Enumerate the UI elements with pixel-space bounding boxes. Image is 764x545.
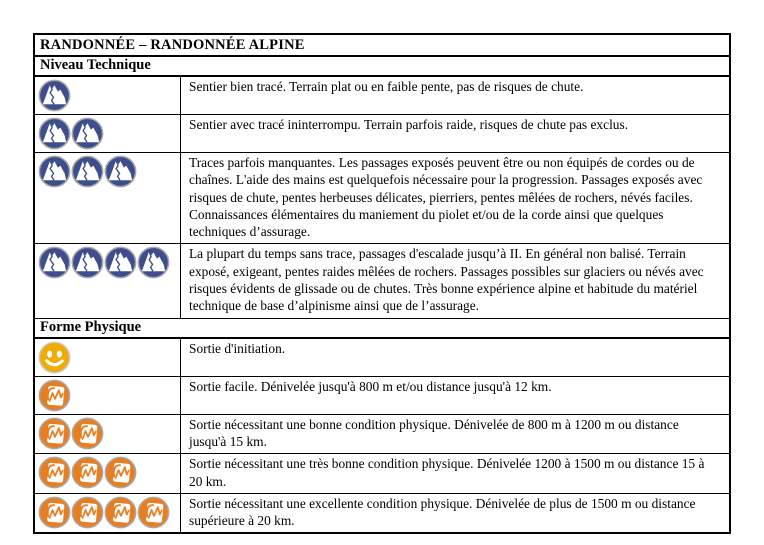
- mountain-badge-icon: [38, 117, 71, 150]
- grade-level-icons: [35, 415, 181, 454]
- grade-level-icons: [35, 115, 181, 152]
- section-header: Forme Physique: [35, 319, 729, 339]
- mountain-badge-icon: [104, 155, 137, 188]
- grade-row: [35, 153, 729, 244]
- fitness-badge-icon: [104, 456, 137, 489]
- grade-row: [35, 415, 729, 455]
- grade-description: Sentier bien tracé. Terrain plat ou en faible pente, pas de risques de chute.: [189, 79, 584, 94]
- mountain-badge-icon: [71, 117, 104, 150]
- grade-row: [35, 244, 729, 318]
- mountain-badge-icon: [71, 155, 104, 188]
- grade-description: Sortie nécessitant une bonne condition physique. Dénivelée de 800 m à 1200 m ou distance jusqu'à 15 km.: [189, 416, 679, 449]
- grade-level-icons: [35, 153, 181, 243]
- hiking-grades-table: [33, 33, 731, 534]
- fitness-badge-icon: [38, 379, 71, 412]
- grade-section-technique: [35, 57, 729, 319]
- section-rows: [35, 339, 729, 533]
- grade-row: [35, 454, 729, 494]
- grade-description: Sortie nécessitant une très bonne condition physique. Dénivelée 1200 à 1500 m ou distance 15 à 20 km.: [189, 456, 705, 489]
- grade-description: Sentier avec tracé ininterrompu. Terrain parfois raide, risques de chute pas exclus.: [189, 117, 629, 132]
- fitness-badge-icon: [104, 496, 137, 529]
- grade-level-icons: [35, 77, 181, 114]
- grade-description: Sortie nécessitant une excellente condition physique. Dénivelée de plus de 1500 m ou distance supérieure à 20 km.: [189, 495, 696, 529]
- section-rows: [35, 77, 729, 319]
- mountain-badge-icon: [38, 246, 71, 279]
- grade-row: [35, 77, 729, 115]
- grade-level-icons: [35, 244, 181, 317]
- grade-level-icons: [35, 339, 181, 376]
- fitness-badge-icon: [137, 496, 170, 529]
- fitness-badge-icon: [71, 496, 104, 529]
- smiley-face-icon: [38, 341, 71, 374]
- grade-level-icons: [35, 377, 181, 414]
- grade-section-physique: [35, 319, 729, 533]
- grade-row: [35, 377, 729, 415]
- mountain-badge-icon: [38, 155, 71, 188]
- mountain-badge-icon: [71, 246, 104, 279]
- fitness-badge-icon: [71, 417, 104, 450]
- mountain-badge-icon: [38, 79, 71, 112]
- fitness-badge-icon: [71, 456, 104, 489]
- grade-description: Sortie d'initiation.: [189, 340, 286, 356]
- grade-level-icons: [35, 494, 181, 533]
- fitness-badge-icon: [38, 496, 71, 529]
- grade-level-icons: [35, 454, 181, 493]
- section-header: Niveau Technique: [35, 57, 729, 77]
- fitness-badge-icon: [38, 456, 71, 489]
- table-title: RANDONNÉE – RANDONNÉE ALPINE: [35, 35, 729, 57]
- grade-row: [35, 339, 729, 377]
- grade-description: Traces parfois manquantes. Les passages exposés peuvent être ou non équipés de cordes ou de chaînes. L'aide des mains est quelquefois nécessaire pour la progression. Passages exposés avec risques de chute, pentes herbeuses délicates, pierriers, pentes mêlées de rochers, névés faciles. Connaissances élémentaires du maniement du piolet et/ou de la corde ainsi que quelques techniques d’assurage.: [189, 155, 703, 240]
- mountain-badge-icon: [137, 246, 170, 279]
- grade-description: Sortie facile. Dénivelée jusqu'à 800 m et/ou distance jusqu'à 12 km.: [189, 378, 552, 394]
- grade-row: [35, 494, 729, 533]
- sections-container: [35, 57, 729, 532]
- grade-row: [35, 115, 729, 153]
- fitness-badge-icon: [38, 417, 71, 450]
- grade-description: La plupart du temps sans trace, passages d'escalade jusqu’à II. En général non balisé. Terrain exposé, exigeant, pentes raides mêlées de rochers. Passages possibles sur glaciers ou névés avec risques évidents de glissade ou de chutes. Très bonne expérience alpine et habitude du matériel technique de base d’alpinisme ainsi que de l’assurage.: [189, 246, 704, 314]
- mountain-badge-icon: [104, 246, 137, 279]
